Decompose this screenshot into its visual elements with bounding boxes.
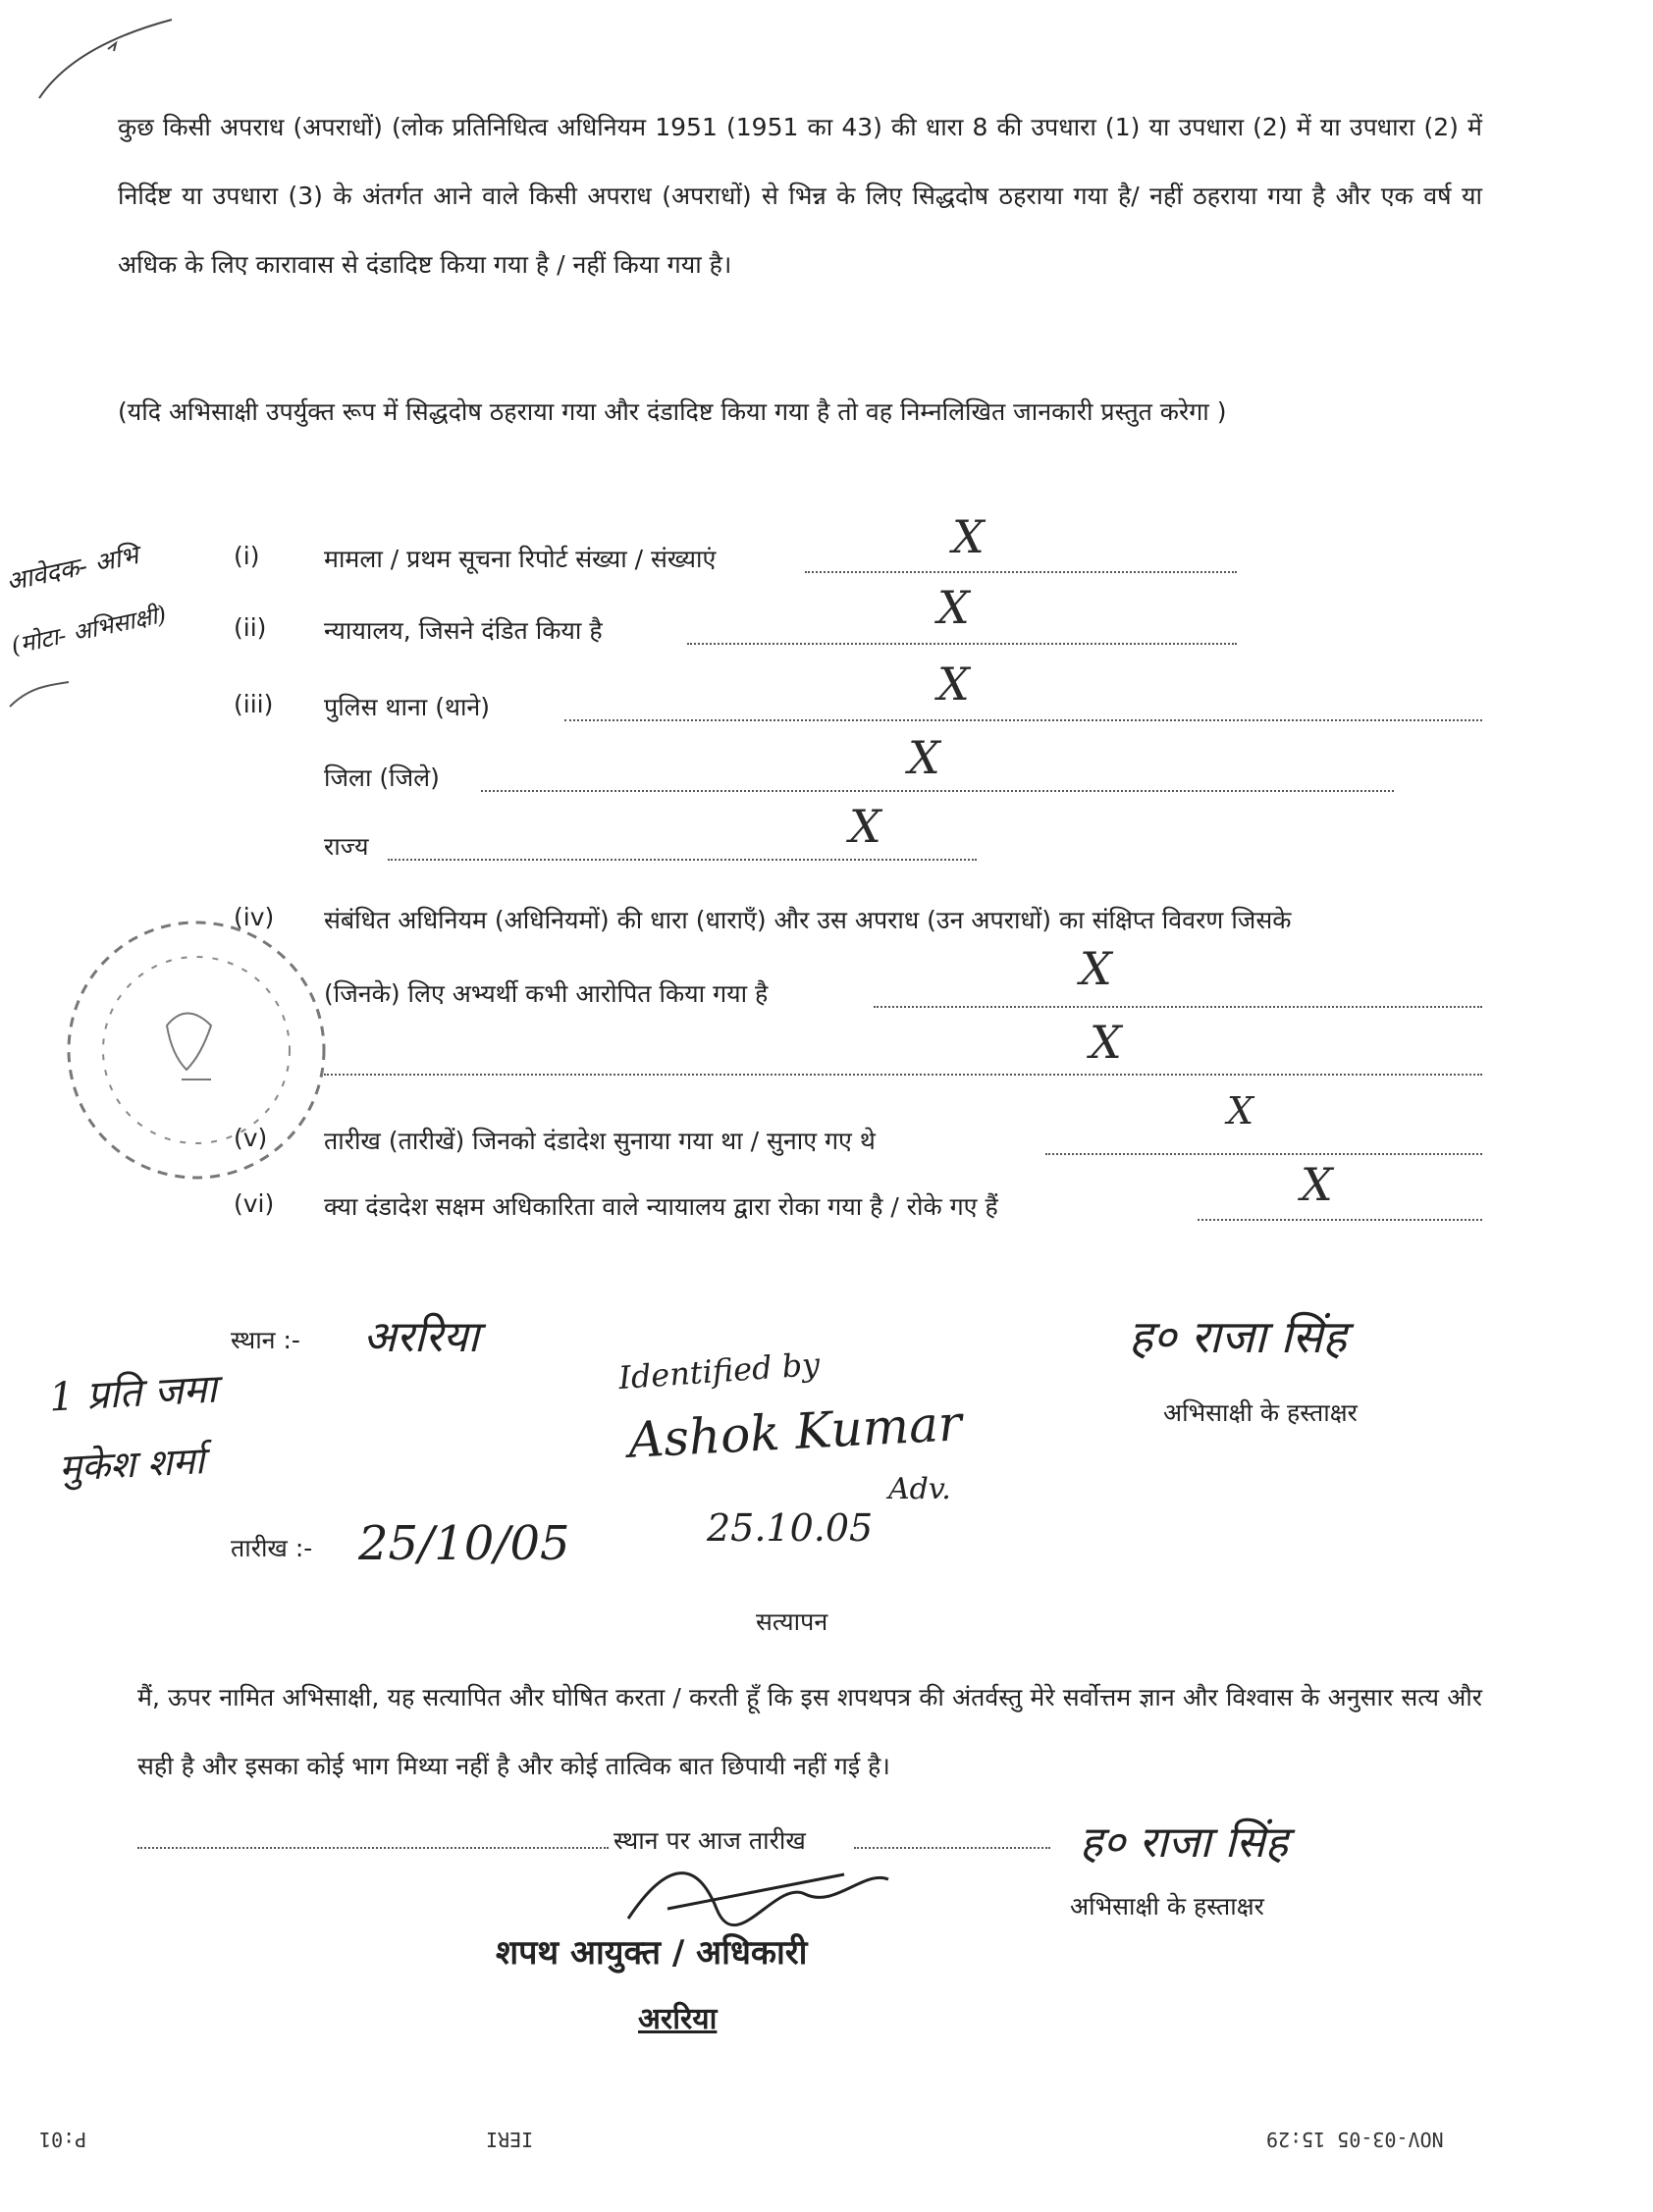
- footer-fax-timestamp: NOV-03-05 15:29: [1266, 2128, 1444, 2151]
- cross-mark: X: [1080, 942, 1112, 995]
- item-label-sentence-dates: तारीख (तारीखें) जिनको दंडादेश सुनाया गया था / सुनाए गए थे: [324, 1127, 876, 1155]
- cross-mark: X: [937, 581, 970, 634]
- identified-by-text: Identified by: [616, 1344, 822, 1397]
- verification-heading: सत्यापन: [756, 1607, 828, 1636]
- item-number-v: (v): [234, 1124, 268, 1152]
- item-label-state: राज्य: [324, 832, 369, 861]
- item-number-ii: (ii): [234, 613, 267, 642]
- deponent-signature-label: अभिसाक्षी के हस्ताक्षर: [1163, 1398, 1358, 1427]
- item-dotted-line: [1045, 1151, 1482, 1155]
- item-number-vi: (vi): [234, 1189, 275, 1218]
- item-label-charged: (जिनके) लिए अभ्यर्थी कभी आरोपित किया गया है: [324, 979, 769, 1008]
- verification-place-dots: [137, 1845, 609, 1849]
- item-number-iii: (iii): [234, 690, 274, 718]
- advocate-name: Ashok Kumar: [626, 1395, 964, 1469]
- item-label-court: न्यायालय, जिसने दंडित किया है: [324, 616, 603, 645]
- footer-id: IERI: [486, 2128, 534, 2151]
- item-label-district: जिला (जिले): [324, 764, 440, 792]
- item-label-case-number: मामला / प्रथम सूचना रिपोर्ट संख्या / संख्याएं: [324, 545, 717, 573]
- clerk-note: मुकेश शर्मा: [58, 1439, 206, 1490]
- officer-stamp-place: अररिया: [638, 2002, 718, 2036]
- item-dotted-line: [687, 641, 1237, 645]
- item-number-i: (i): [234, 542, 260, 570]
- cross-mark: X: [1227, 1089, 1254, 1132]
- place-value: अररिया: [363, 1312, 479, 1362]
- court-seal: [54, 908, 339, 1192]
- identification-date: 25.10.05: [707, 1506, 874, 1550]
- item-dotted-line: [805, 569, 1237, 573]
- verification-place-line: स्थान पर आज तारीख: [613, 1826, 806, 1855]
- item-label-act-sections: संबंधित अधिनियम (अधिनियमों) की धारा (धाराएँ) और उस अपराध (उन अपराधों) का संक्षिप्त विवरण जिसके: [324, 906, 1292, 934]
- item-dotted-line: [1198, 1217, 1482, 1221]
- verification-signature: ह० राजा सिंह: [1080, 1817, 1289, 1868]
- cross-mark: X: [1090, 1016, 1122, 1069]
- verification-date-dots: [854, 1845, 1050, 1849]
- item-dotted-line: [388, 857, 977, 861]
- intro-paragraph: कुछ किसी अपराध (अपराधों) (लोक प्रतिनिधित्व अधिनियम 1951 (1951 का 43) की धारा 8 की उपधारा (1) या उपधारा (2) में या उपधारा (2) में निर्दिष्ट या उपधारा (3) के अंतर्गत आने वाले किसी अपराध (अपराधों) से भिन्न के लिए सिद्धदोष ठहराया गया है/ नहीं ठहराया गया है और एक वर्ष या अधिक के लिए कारावास से दंडादिष्ट किया गया है / नहीं किया गया है।: [118, 113, 1482, 279]
- item-label-sentence-stayed: क्या दंडादेश सक्षम अधिकारिता वाले न्यायालय द्वारा रोका गया है / रोके गए हैं: [324, 1192, 998, 1221]
- item-dotted-line: [324, 1072, 1482, 1076]
- officer-signature: [609, 1850, 903, 1938]
- footer-page: P:01: [39, 2128, 87, 2151]
- officer-stamp-title: शपथ आयुक्त / अधिकारी: [496, 1933, 808, 1973]
- item-number-iv: (iv): [234, 903, 275, 931]
- cross-mark: X: [937, 658, 970, 711]
- copy-note: 1 प्रति जमा: [48, 1366, 218, 1421]
- item-dotted-line: [481, 788, 1394, 792]
- cross-mark: X: [952, 510, 985, 563]
- item-dotted-line: [564, 717, 1482, 721]
- cross-mark: X: [1301, 1158, 1333, 1211]
- verification-text: मैं, ऊपर नामित अभिसाक्षी, यह सत्यापित और घोषित करता / करती हूँ कि इस शपथपत्र की अंतर्वस्तु मेरे सर्वोत्तम ज्ञान और विश्वास के अनुसार सत्य और सही है और इसका कोई भाग मिथ्या नहीं है और कोई तात्विक बात छिपायी नहीं गई है।: [137, 1683, 1482, 1780]
- advocate-title: Adv.: [888, 1472, 951, 1506]
- date-value: 25/10/05: [358, 1516, 570, 1571]
- margin-bracket: [0, 677, 79, 716]
- deponent-signature: ह० राजा सिंह: [1129, 1310, 1347, 1363]
- verification-signature-label: अभिसाक्षी के हस्ताक्षर: [1070, 1892, 1264, 1921]
- margin-note-2: (मोटा- अभिसाक्षी): [8, 600, 169, 660]
- cross-mark: X: [849, 800, 881, 853]
- item-dotted-line: [874, 1004, 1482, 1008]
- cross-mark: X: [908, 731, 940, 784]
- margin-note-1: आवेदक- अभि: [3, 541, 141, 598]
- item-label-police-station: पुलिस थाना (थाने): [324, 693, 491, 721]
- instruction-paragraph: (यदि अभिसाक्षी उपर्युक्त रूप में सिद्धदोष ठहराया गया और दंडादिष्ट किया गया है तो वह निम्नलिखित जानकारी प्रस्तुत करेगा ): [118, 397, 1227, 426]
- place-label: स्थान :-: [231, 1326, 300, 1354]
- date-label: तारीख :-: [231, 1534, 313, 1562]
